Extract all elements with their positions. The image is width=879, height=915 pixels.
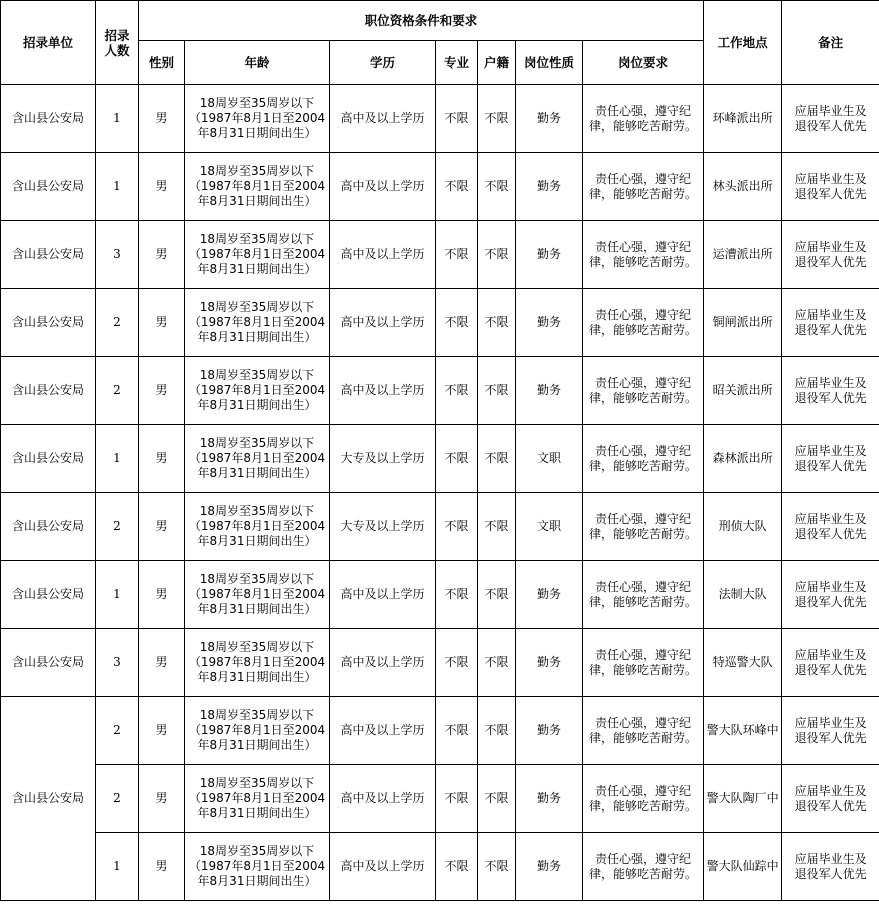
cell-remark (782, 357, 879, 425)
cell-remark (782, 425, 879, 493)
cell-gender: 男 (139, 85, 185, 153)
header-requirement: 岗位要求 (583, 41, 704, 85)
table-row (1, 357, 879, 425)
cell-count: 1 (96, 833, 139, 901)
cell-location: 刑侦大队 (704, 493, 782, 561)
cell-nature: 文职 (516, 425, 583, 493)
cell-remark (782, 833, 879, 901)
cell-requirement-line1: 责任心强，遵守纪 (595, 171, 692, 186)
cell-location: 运漕派出所 (704, 221, 782, 289)
cell-age-line1: 18周岁至35周岁以下 (199, 572, 315, 586)
cell-remark-line2: 退役军人优先 (794, 254, 867, 269)
header-education: 学历 (330, 41, 436, 85)
cell-requirement-line1: 责任心强，遵守纪 (595, 647, 692, 662)
cell-hukou: 不限 (478, 833, 516, 901)
cell-age-line1: 18周岁至35周岁以下 (199, 368, 315, 382)
cell-requirement (583, 85, 704, 153)
cell-age-line2: （1987年8月1日至2004 (188, 655, 326, 669)
cell-unit: 含山县公安局 (1, 289, 96, 357)
cell-major: 不限 (436, 357, 478, 425)
cell-hukou: 不限 (478, 697, 516, 765)
cell-education: 高中及以上学历 (330, 833, 436, 901)
cell-location: 林头派出所 (704, 153, 782, 221)
cell-requirement (583, 561, 704, 629)
cell-requirement (583, 425, 704, 493)
cell-remark-line2: 退役军人优先 (794, 186, 867, 201)
cell-remark-line2: 退役军人优先 (794, 730, 867, 745)
table-row (1, 561, 879, 629)
cell-age-line2: （1987年8月1日至2004 (188, 179, 326, 193)
cell-remark-line1: 应届毕业生及 (794, 783, 867, 798)
cell-education: 高中及以上学历 (330, 289, 436, 357)
cell-remark-line2: 退役军人优先 (794, 798, 867, 813)
cell-age-line2: （1987年8月1日至2004 (188, 315, 326, 329)
cell-education: 高中及以上学历 (330, 357, 436, 425)
cell-education: 高中及以上学历 (330, 629, 436, 697)
cell-age (185, 221, 330, 289)
cell-major: 不限 (436, 629, 478, 697)
cell-education: 大专及以上学历 (330, 493, 436, 561)
cell-gender: 男 (139, 561, 185, 629)
cell-remark-line1: 应届毕业生及 (794, 307, 867, 322)
cell-requirement-line1: 责任心强，遵守纪 (595, 511, 692, 526)
cell-education: 高中及以上学历 (330, 765, 436, 833)
cell-nature: 勤务 (516, 289, 583, 357)
cell-remark (782, 289, 879, 357)
cell-age-line1: 18周岁至35周岁以下 (199, 504, 315, 518)
cell-nature: 勤务 (516, 561, 583, 629)
cell-remark (782, 221, 879, 289)
cell-major: 不限 (436, 153, 478, 221)
cell-requirement (583, 493, 704, 561)
cell-location: 警大队陶厂中 (704, 765, 782, 833)
cell-major: 不限 (436, 493, 478, 561)
cell-major: 不限 (436, 221, 478, 289)
cell-age-line3: 年8月31日期间出生） (197, 330, 317, 344)
header-remark: 备注 (782, 1, 879, 85)
header-hukou: 户籍 (478, 41, 516, 85)
cell-location: 森林派出所 (704, 425, 782, 493)
cell-location: 警大队环峰中 (704, 697, 782, 765)
cell-remark-line1: 应届毕业生及 (794, 511, 867, 526)
cell-age-line3: 年8月31日期间出生） (197, 398, 317, 412)
cell-age-line1: 18周岁至35周岁以下 (199, 708, 315, 722)
cell-hukou: 不限 (478, 153, 516, 221)
cell-remark-line1: 应届毕业生及 (794, 647, 867, 662)
cell-age-line1: 18周岁至35周岁以下 (199, 844, 315, 858)
cell-age-line3: 年8月31日期间出生） (197, 126, 317, 140)
cell-nature: 勤务 (516, 153, 583, 221)
cell-requirement-line1: 责任心强，遵守纪 (595, 239, 692, 254)
cell-age (185, 357, 330, 425)
cell-age-line1: 18周岁至35周岁以下 (199, 640, 315, 654)
cell-age (185, 153, 330, 221)
cell-major: 不限 (436, 561, 478, 629)
table-row (1, 833, 879, 901)
cell-remark-line2: 退役军人优先 (794, 118, 867, 133)
cell-major: 不限 (436, 697, 478, 765)
cell-count: 2 (96, 697, 139, 765)
cell-remark (782, 765, 879, 833)
cell-age-line1: 18周岁至35周岁以下 (199, 232, 315, 246)
cell-requirement-line2: 律，能够吃苦耐劳。 (589, 730, 698, 745)
cell-remark (782, 561, 879, 629)
cell-age (185, 561, 330, 629)
cell-nature: 勤务 (516, 765, 583, 833)
cell-age (185, 833, 330, 901)
cell-gender: 男 (139, 425, 185, 493)
cell-age-line3: 年8月31日期间出生） (197, 194, 317, 208)
cell-hukou: 不限 (478, 221, 516, 289)
cell-major: 不限 (436, 289, 478, 357)
cell-gender: 男 (139, 289, 185, 357)
cell-remark-line2: 退役军人优先 (794, 458, 867, 473)
cell-hukou: 不限 (478, 289, 516, 357)
cell-requirement (583, 765, 704, 833)
cell-nature: 勤务 (516, 629, 583, 697)
cell-unit: 含山县公安局 (1, 153, 96, 221)
cell-age-line3: 年8月31日期间出生） (197, 670, 317, 684)
cell-count: 3 (96, 629, 139, 697)
cell-count: 2 (96, 289, 139, 357)
cell-remark-line1: 应届毕业生及 (794, 715, 867, 730)
cell-hukou: 不限 (478, 493, 516, 561)
cell-remark-line1: 应届毕业生及 (794, 375, 867, 390)
cell-count: 1 (96, 425, 139, 493)
cell-remark-line1: 应届毕业生及 (794, 443, 867, 458)
cell-major: 不限 (436, 425, 478, 493)
cell-age (185, 493, 330, 561)
cell-location: 法制大队 (704, 561, 782, 629)
cell-education: 大专及以上学历 (330, 425, 436, 493)
cell-requirement (583, 629, 704, 697)
cell-age-line2: （1987年8月1日至2004 (188, 451, 326, 465)
cell-requirement-line2: 律，能够吃苦耐劳。 (589, 322, 698, 337)
cell-location: 环峰派出所 (704, 85, 782, 153)
table-row (1, 425, 879, 493)
cell-remark-line1: 应届毕业生及 (794, 171, 867, 186)
cell-age (185, 85, 330, 153)
cell-remark-line2: 退役军人优先 (794, 662, 867, 677)
cell-requirement-line2: 律，能够吃苦耐劳。 (589, 186, 698, 201)
cell-location: 特巡警大队 (704, 629, 782, 697)
cell-remark (782, 85, 879, 153)
header-gender: 性别 (139, 41, 185, 85)
cell-nature: 勤务 (516, 697, 583, 765)
cell-requirement-line1: 责任心强，遵守纪 (595, 375, 692, 390)
cell-count: 1 (96, 153, 139, 221)
cell-requirement-line1: 责任心强，遵守纪 (595, 103, 692, 118)
cell-age-line3: 年8月31日期间出生） (197, 806, 317, 820)
cell-age-line2: （1987年8月1日至2004 (188, 383, 326, 397)
cell-major: 不限 (436, 85, 478, 153)
cell-remark-line2: 退役军人优先 (794, 390, 867, 405)
cell-age (185, 765, 330, 833)
cell-hukou: 不限 (478, 561, 516, 629)
cell-age-line1: 18周岁至35周岁以下 (199, 436, 315, 450)
cell-requirement-line2: 律，能够吃苦耐劳。 (589, 866, 698, 881)
cell-remark-line1: 应届毕业生及 (794, 579, 867, 594)
cell-age (185, 425, 330, 493)
cell-requirement-line2: 律，能够吃苦耐劳。 (589, 526, 698, 541)
cell-requirement (583, 357, 704, 425)
cell-requirement (583, 833, 704, 901)
table-row (1, 85, 879, 153)
header-unit: 招录单位 (1, 1, 96, 85)
header-count (96, 1, 139, 85)
cell-age-line3: 年8月31日期间出生） (197, 466, 317, 480)
cell-requirement (583, 221, 704, 289)
cell-age-line2: （1987年8月1日至2004 (188, 791, 326, 805)
cell-nature: 勤务 (516, 221, 583, 289)
table-body (1, 85, 879, 901)
cell-count: 2 (96, 493, 139, 561)
cell-nature: 勤务 (516, 85, 583, 153)
cell-nature: 勤务 (516, 833, 583, 901)
header-nature: 岗位性质 (516, 41, 583, 85)
cell-count: 3 (96, 221, 139, 289)
cell-remark-line2: 退役军人优先 (794, 594, 867, 609)
cell-requirement-line2: 律，能够吃苦耐劳。 (589, 798, 698, 813)
cell-age-line1: 18周岁至35周岁以下 (199, 164, 315, 178)
cell-age-line3: 年8月31日期间出生） (197, 602, 317, 616)
cell-unit: 含山县公安局 (1, 85, 96, 153)
cell-requirement-line1: 责任心强，遵守纪 (595, 783, 692, 798)
cell-hukou: 不限 (478, 425, 516, 493)
cell-gender: 男 (139, 221, 185, 289)
header-count-line1: 招录 (104, 27, 130, 43)
cell-unit: 含山县公安局 (1, 629, 96, 697)
cell-requirement (583, 153, 704, 221)
cell-location: 铜闸派出所 (704, 289, 782, 357)
table-row (1, 153, 879, 221)
cell-age-line3: 年8月31日期间出生） (197, 874, 317, 888)
cell-count: 1 (96, 85, 139, 153)
cell-hukou: 不限 (478, 765, 516, 833)
cell-remark-line1: 应届毕业生及 (794, 239, 867, 254)
cell-age-line2: （1987年8月1日至2004 (188, 723, 326, 737)
cell-requirement-line2: 律，能够吃苦耐劳。 (589, 458, 698, 473)
cell-requirement-line2: 律，能够吃苦耐劳。 (589, 662, 698, 677)
cell-unit: 含山县公安局 (1, 221, 96, 289)
cell-requirement-line2: 律，能够吃苦耐劳。 (589, 254, 698, 269)
cell-requirement-line1: 责任心强，遵守纪 (595, 715, 692, 730)
cell-education: 高中及以上学历 (330, 153, 436, 221)
cell-unit: 含山县公安局 (1, 357, 96, 425)
cell-nature: 文职 (516, 493, 583, 561)
cell-unit: 含山县公安局 (1, 697, 96, 901)
cell-remark-line2: 退役军人优先 (794, 322, 867, 337)
cell-age-line2: （1987年8月1日至2004 (188, 859, 326, 873)
cell-requirement-line1: 责任心强，遵守纪 (595, 443, 692, 458)
cell-major: 不限 (436, 833, 478, 901)
table-row (1, 289, 879, 357)
cell-count: 2 (96, 765, 139, 833)
cell-age-line3: 年8月31日期间出生） (197, 534, 317, 548)
cell-requirement-line2: 律，能够吃苦耐劳。 (589, 594, 698, 609)
cell-remark-line1: 应届毕业生及 (794, 103, 867, 118)
cell-hukou: 不限 (478, 357, 516, 425)
cell-age-line2: （1987年8月1日至2004 (188, 111, 326, 125)
cell-remark (782, 697, 879, 765)
cell-education: 高中及以上学历 (330, 221, 436, 289)
cell-remark-line2: 退役军人优先 (794, 866, 867, 881)
cell-nature: 勤务 (516, 357, 583, 425)
cell-age-line1: 18周岁至35周岁以下 (199, 300, 315, 314)
cell-requirement-line1: 责任心强，遵守纪 (595, 579, 692, 594)
cell-gender: 男 (139, 697, 185, 765)
cell-gender: 男 (139, 493, 185, 561)
cell-unit: 含山县公安局 (1, 425, 96, 493)
cell-age-line3: 年8月31日期间出生） (197, 738, 317, 752)
table-row (1, 629, 879, 697)
header-location: 工作地点 (704, 1, 782, 85)
cell-location: 警大队仙踪中 (704, 833, 782, 901)
cell-age (185, 629, 330, 697)
cell-age-line3: 年8月31日期间出生） (197, 262, 317, 276)
cell-requirement-line1: 责任心强，遵守纪 (595, 851, 692, 866)
header-age: 年龄 (185, 41, 330, 85)
cell-remark (782, 153, 879, 221)
cell-gender: 男 (139, 833, 185, 901)
cell-location: 昭关派出所 (704, 357, 782, 425)
cell-requirement-line1: 责任心强，遵守纪 (595, 307, 692, 322)
cell-count: 1 (96, 561, 139, 629)
cell-education: 高中及以上学历 (330, 85, 436, 153)
cell-remark-line2: 退役军人优先 (794, 526, 867, 541)
cell-unit: 含山县公安局 (1, 493, 96, 561)
header-count-line2: 人数 (104, 42, 130, 58)
cell-age (185, 289, 330, 357)
table-row (1, 493, 879, 561)
header-group: 职位资格条件和要求 (139, 1, 704, 41)
table-row (1, 221, 879, 289)
header-major: 专业 (436, 41, 478, 85)
cell-hukou: 不限 (478, 629, 516, 697)
cell-gender: 男 (139, 153, 185, 221)
cell-education: 高中及以上学历 (330, 697, 436, 765)
cell-age-line1: 18周岁至35周岁以下 (199, 776, 315, 790)
cell-count: 2 (96, 357, 139, 425)
cell-remark (782, 629, 879, 697)
cell-gender: 男 (139, 765, 185, 833)
table-row (1, 697, 879, 765)
table-row (1, 765, 879, 833)
cell-gender: 男 (139, 357, 185, 425)
cell-requirement-line2: 律，能够吃苦耐劳。 (589, 390, 698, 405)
cell-requirement (583, 697, 704, 765)
cell-major: 不限 (436, 765, 478, 833)
cell-age-line2: （1987年8月1日至2004 (188, 519, 326, 533)
cell-age-line2: （1987年8月1日至2004 (188, 247, 326, 261)
cell-gender: 男 (139, 629, 185, 697)
cell-education: 高中及以上学历 (330, 561, 436, 629)
cell-remark (782, 493, 879, 561)
cell-remark-line1: 应届毕业生及 (794, 851, 867, 866)
cell-age-line2: （1987年8月1日至2004 (188, 587, 326, 601)
cell-age-line1: 18周岁至35周岁以下 (199, 96, 315, 110)
cell-hukou: 不限 (478, 85, 516, 153)
cell-age (185, 697, 330, 765)
cell-unit: 含山县公安局 (1, 561, 96, 629)
cell-requirement (583, 289, 704, 357)
cell-requirement-line2: 律，能够吃苦耐劳。 (589, 118, 698, 133)
